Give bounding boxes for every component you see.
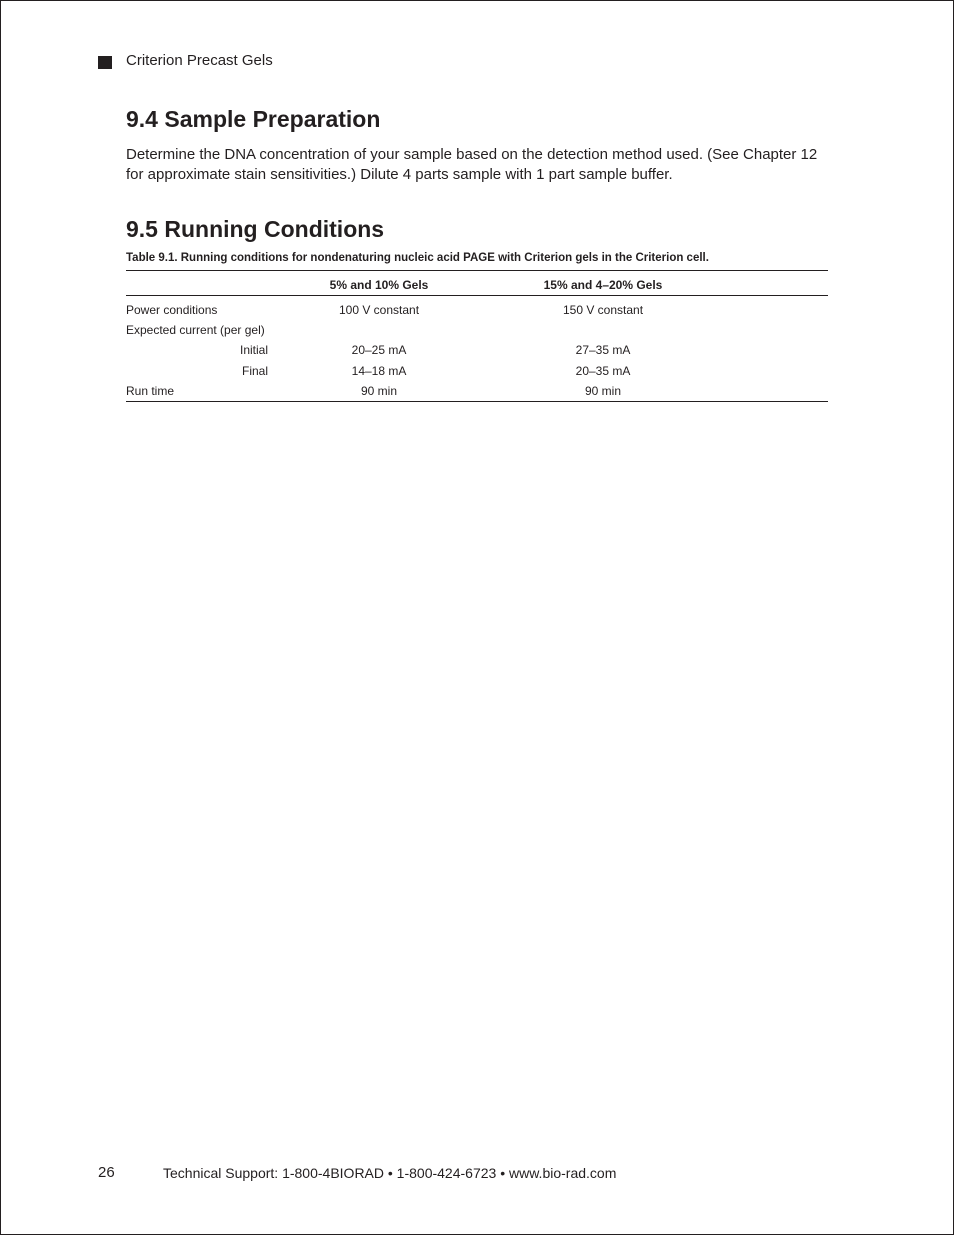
table-caption: Table 9.1. Running conditions for nondenaturing nucleic acid PAGE with Criterion gels in the Criterion cell.: [126, 252, 709, 264]
table-header-rule: [126, 295, 828, 296]
row-label-run-time: Run time: [126, 384, 175, 398]
page-number: 26: [98, 1164, 115, 1181]
cell-runtime-15-4-20: 90 min: [584, 384, 622, 398]
running-header-title: Criterion Precast Gels: [126, 52, 273, 69]
table-top-rule: [126, 270, 828, 271]
footer-contact: Technical Support: 1-800-4BIORAD • 1-800-424-6723 • www.bio-rad.com: [163, 1165, 617, 1181]
row-label-final: Final: [241, 364, 268, 378]
header-square-marker: [98, 56, 112, 69]
cell-initial-5-10: 20–25 mA: [351, 343, 407, 357]
cell-power-15-4-20: 150 V constant: [562, 303, 644, 317]
column-header-15-4-20-gels: 15% and 4–20% Gels: [543, 278, 663, 292]
row-label-power-conditions: Power conditions: [126, 303, 218, 317]
cell-final-15-4-20: 20–35 mA: [575, 364, 631, 378]
cell-runtime-5-10: 90 min: [360, 384, 398, 398]
section-heading-running-conditions: 9.5 Running Conditions: [126, 216, 385, 242]
section-heading-sample-preparation: 9.4 Sample Preparation: [126, 106, 381, 132]
column-header-5-10-gels: 5% and 10% Gels: [329, 278, 429, 292]
table-bottom-rule: [126, 401, 828, 402]
cell-initial-15-4-20: 27–35 mA: [575, 343, 631, 357]
row-label-expected-current: Expected current (per gel): [126, 323, 265, 337]
cell-power-5-10: 100 V constant: [338, 303, 420, 317]
row-label-initial: Initial: [239, 343, 268, 357]
sample-preparation-paragraph: Determine the DNA concentration of your sample based on the detection method used. (See Chapter 12 for approximate stain sensitivities.) Dilute 4 parts sample with 1 part sample buffer.: [126, 146, 818, 183]
cell-final-5-10: 14–18 mA: [351, 364, 407, 378]
